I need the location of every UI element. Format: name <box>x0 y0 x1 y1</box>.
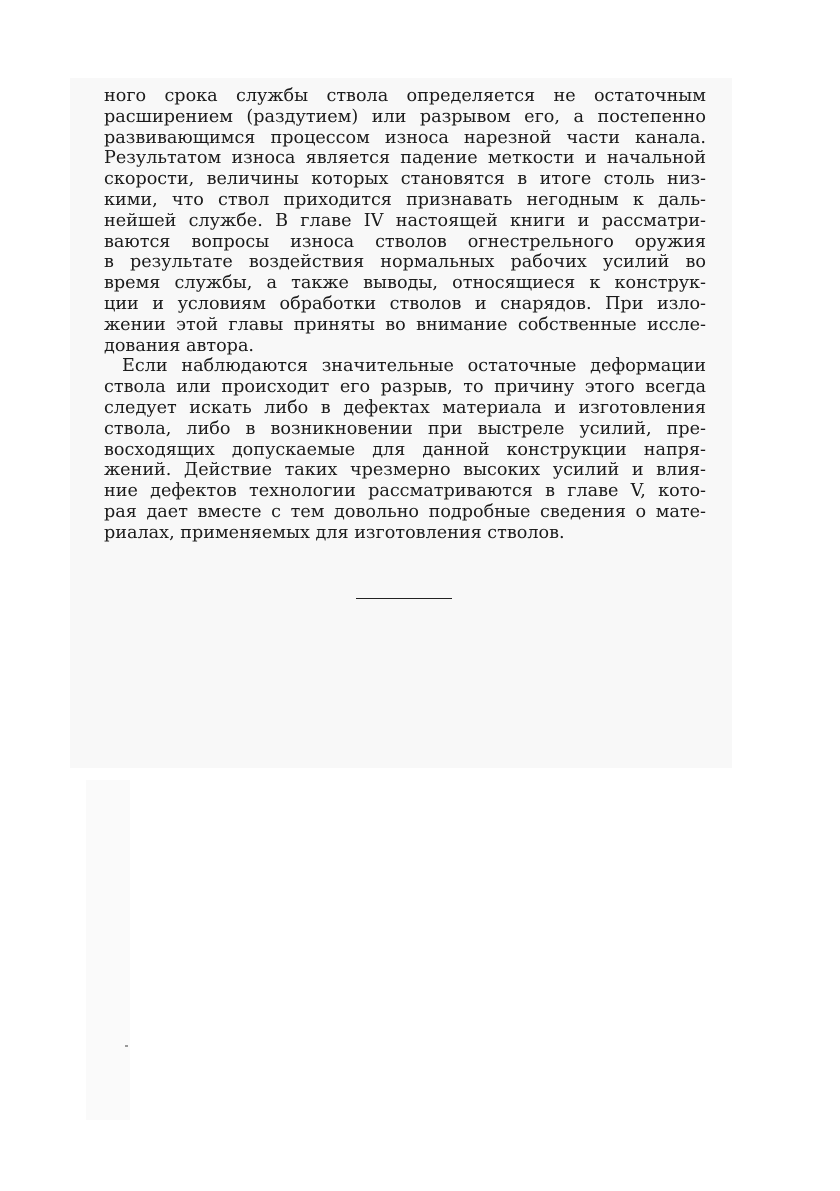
text-line: восходящих допускаемые для данной конструкции напря- <box>104 439 706 460</box>
text-line: дования автора. <box>104 335 255 356</box>
text-line: жении этой главы приняты во внимание собственные иссле- <box>104 314 706 335</box>
paragraph-1 <box>104 86 706 356</box>
text-line: ции и условиям обработки стволов и снарядов. При изло- <box>104 293 706 314</box>
scan-speck <box>125 1045 128 1047</box>
text-line: развивающимся процессом износа нарезной части канала. <box>104 127 706 148</box>
text-line: Результатом износа является падение меткости и начальной <box>104 148 706 169</box>
text-line: жений. Действие таких чрезмерно высоких усилий и влия- <box>104 460 706 481</box>
text-line: риалах, применяемых для изготовления стволов. <box>104 522 565 543</box>
text-line: время службы, а также выводы, относящиеся к конструк- <box>104 273 706 294</box>
text-line: кими, что ствол приходится признавать негодным к даль- <box>104 189 706 210</box>
text-line: ние дефектов технологии рассматриваются в главе V, кото- <box>104 481 706 502</box>
body-text <box>104 86 706 544</box>
text-line: ного срока службы ствола определяется не остаточным <box>104 86 706 106</box>
text-line: рая дает вместе с тем довольно подробные сведения о мате- <box>104 501 706 522</box>
page-margin-shade <box>86 780 130 1120</box>
paragraph-2 <box>104 356 706 543</box>
section-divider <box>356 598 452 599</box>
text-line: Если наблюдаются значительные остаточные деформации <box>122 356 706 377</box>
text-line: ваются вопросы износа стволов огнестрельного оружия <box>104 231 706 252</box>
text-line: скорости, величины которых становятся в итоге столь низ- <box>104 169 706 190</box>
text-line: ствола, либо в возникновении при выстреле усилий, пре- <box>104 418 706 439</box>
text-line: расширением (раздутием) или разрывом его, а постепенно <box>104 106 706 127</box>
text-line: следует искать либо в дефектах материала и изготовления <box>104 397 706 418</box>
text-line: в результате воздействия нормальных рабочих усилий во <box>104 252 706 273</box>
text-line: ствола или происходит его разрыв, то причину этого всегда <box>104 377 706 398</box>
text-line: нейшей службе. В главе IV настоящей книги и рассматри- <box>104 210 706 231</box>
